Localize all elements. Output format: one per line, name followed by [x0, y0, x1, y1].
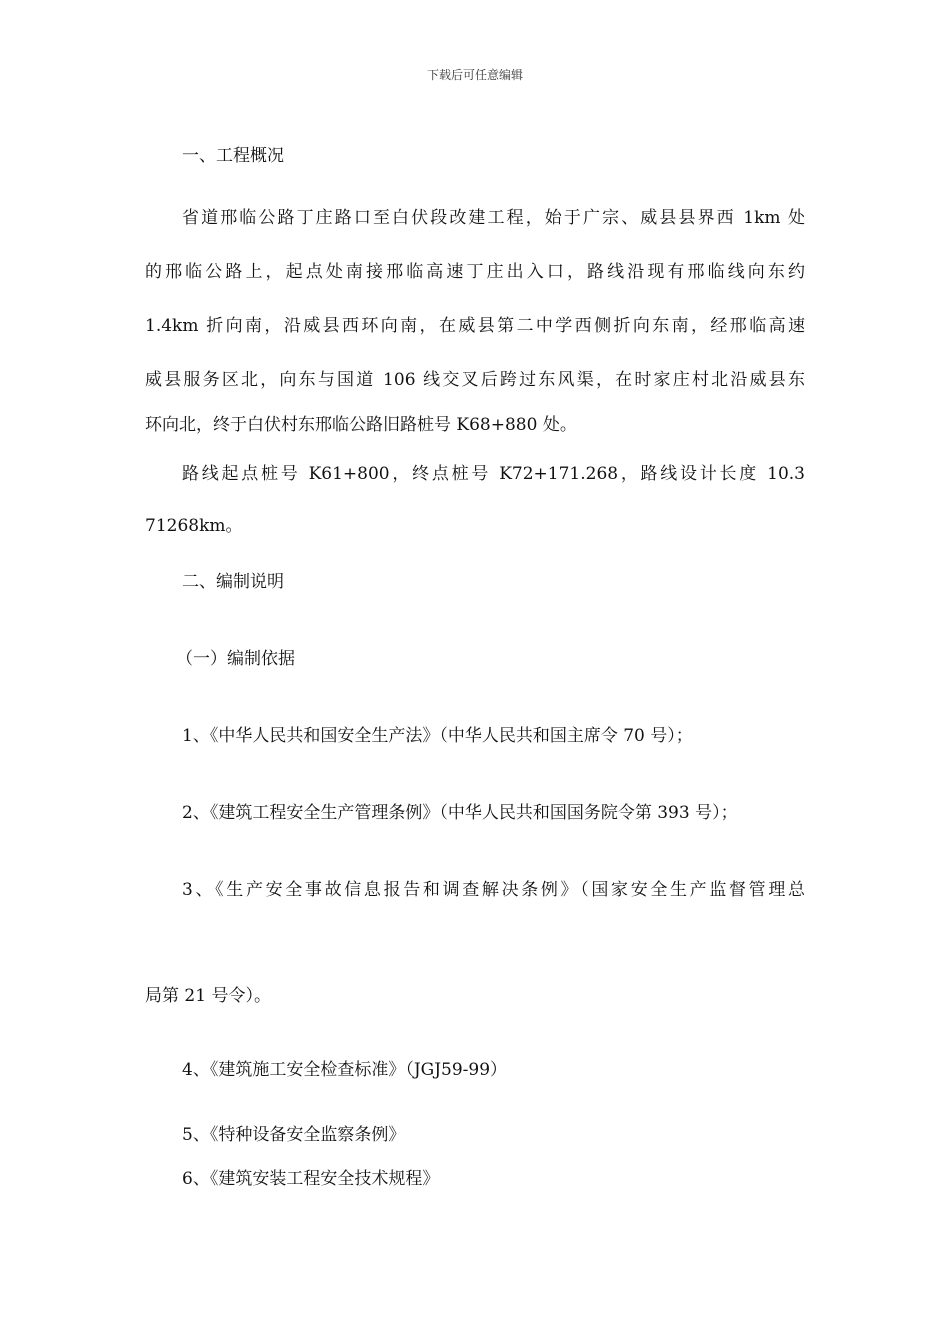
section-heading-overview: 一、工程概况: [182, 146, 284, 166]
paragraph-line: 威县服务区北，向东与国道 106 线交叉后跨过东风渠，在时家庄村北沿威县东: [145, 370, 805, 390]
paragraph-line: 1.4km 折向南，沿威县西环向南，在威县第二中学西侧折向东南，经邢临高速: [145, 316, 805, 336]
list-item: 5、《特种设备安全监察条例》: [182, 1125, 406, 1145]
paragraph-line: 的邢临公路上，起点处南接邢临高速丁庄出入口，路线沿现有邢临线向东约: [145, 262, 805, 282]
list-item: 6、《建筑安装工程安全技术规程》: [182, 1169, 440, 1189]
paragraph-line: 71268km。: [145, 516, 243, 536]
list-item-continuation: 局第 21 号令）。: [145, 986, 271, 1006]
paragraph-line: 环向北，终于白伏村东邢临公路旧路桩号 K68+880 处。: [145, 415, 577, 435]
list-item: 2、《建筑工程安全生产管理条例》（中华人民共和国国务院令第 393 号）；: [182, 803, 738, 823]
paragraph-line: 路线起点桩号 K61+800，终点桩号 K72+171.268，路线设计长度 10.3: [182, 464, 805, 484]
paragraph-line: 省道邢临公路丁庄路口至白伏段改建工程，始于广宗、威县县界西 1km 处: [182, 208, 805, 228]
list-item: 3、《生产安全事故信息报告和调查解决条例》（国家安全生产监督管理总: [182, 880, 805, 900]
subsection-heading-basis: （一）编制依据: [176, 649, 295, 669]
list-item: 4、《建筑施工安全检查标准》（JGJ59-99）: [182, 1060, 508, 1080]
page-header-note: 下载后可任意编辑: [426, 68, 523, 82]
list-item: 1、《中华人民共和国安全生产法》（中华人民共和国主席令 70 号）；: [182, 726, 693, 746]
section-heading-notes: 二、编制说明: [182, 572, 284, 592]
